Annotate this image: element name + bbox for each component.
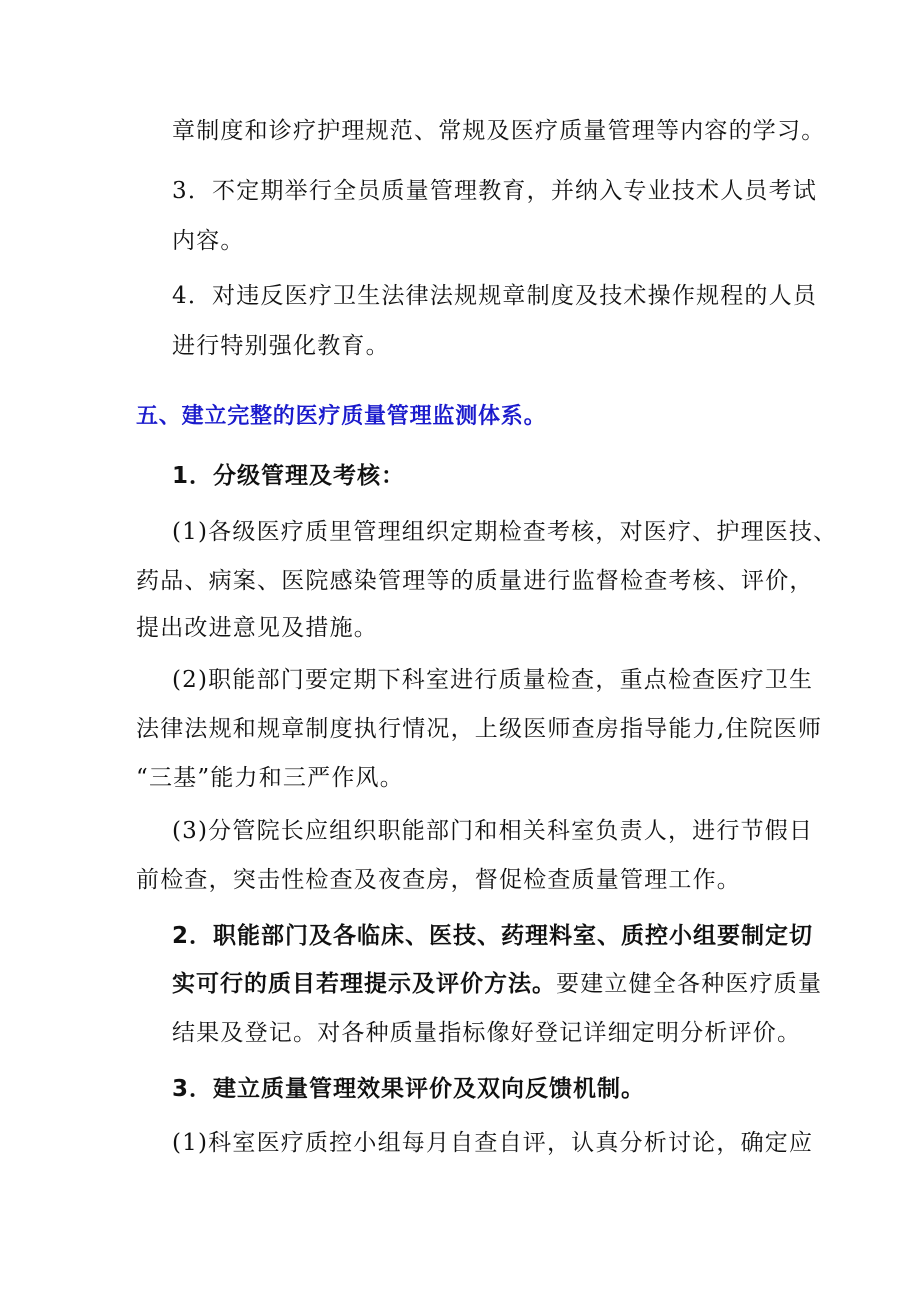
item-1-line: 提出改进意见及措施。 [136, 615, 378, 641]
item-1-line: 药品、病案、医院感染管理等的质量进行监督检查考核、评价， [136, 568, 814, 594]
item-2-line: “三基”能力和三严作风。 [136, 765, 404, 791]
item-3-line: 前检查，突击性检查及夜查房，督促检查质量管理工作。 [136, 867, 741, 893]
subsection-2-line: 结果及登记。对各种质量指标像好登记详细定明分析评价。 [172, 1020, 802, 1046]
subsection-2-text: 要建立健全各种医疗质量 [556, 971, 823, 997]
list-item-3-line: 3．不定期举行全员质量管理教育，并纳入专业技术人员考试 [172, 178, 818, 204]
list-item-4-line: 4．对违反医疗卫生法律法规规章制度及技术操作规程的人员 [172, 283, 818, 309]
subsection-heading-2-cont: 实可行的质目若理提示及评价方法。 [172, 971, 556, 997]
subsection-heading-3: 3．建立质量管理效果评价及双向反馈机制。 [172, 1076, 646, 1102]
paragraph-line: 章制度和诊疗护理规范、常规及医疗质量管理等内容的学习。 [172, 118, 826, 144]
list-item-3-line: 内容。 [172, 228, 245, 254]
item-2-line: 法律法规和规章制度执行情况，上级医师查房指导能力,住院医师 [136, 716, 823, 742]
subsection-3-item-1-line: (1)科室医疗质控小组每月自查自评，认真分析讨论，确定应 [172, 1130, 814, 1156]
item-2-line: (2)职能部门要定期下科室进行质量检查，重点检查医疗卫生 [172, 667, 814, 693]
item-3-line: (3)分管院长应组织职能部门和相关科室负责人，进行节假日 [172, 818, 814, 844]
item-1-line: (1)各级医疗质里管理组织定期检查考核，对医疗、护理医技、 [172, 519, 838, 545]
subsection-heading-2: 2．职能部门及各临床、医技、药理料室、质控小组要制定切 [172, 923, 814, 949]
subsection-heading-1: 1．分级管理及考核： [172, 463, 406, 489]
list-item-4-line: 进行特别强化教育。 [172, 333, 390, 359]
section-heading: 五、建立完整的医疗质量管理监测体系。 [136, 404, 547, 429]
subsection-2-line [172, 969, 822, 999]
